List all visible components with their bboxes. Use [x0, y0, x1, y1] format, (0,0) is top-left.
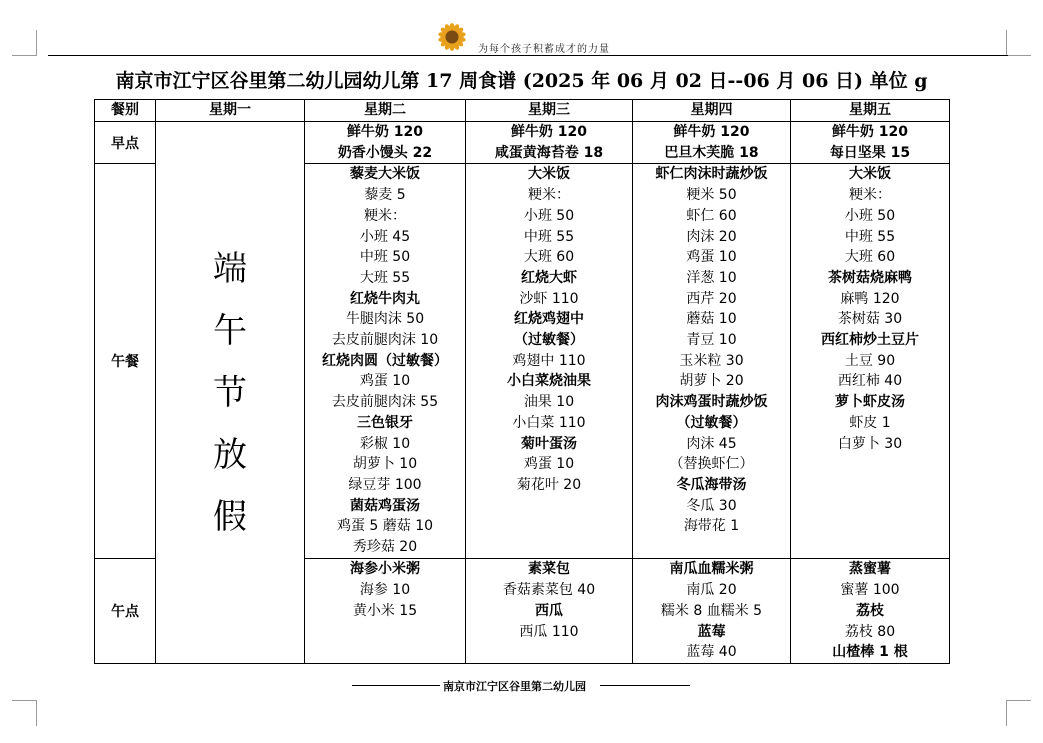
table-row-breakfast [95, 122, 950, 164]
menu-cell [791, 122, 950, 164]
ingredient-line: 蓝莓 40 [686, 644, 737, 661]
ingredient-line: 麻鸭 120 [840, 290, 900, 307]
row-label-afternoon-snack: 午点 [95, 559, 156, 664]
menu-cell [633, 164, 791, 559]
ingredient-line: 肉沫 20 [686, 228, 737, 245]
holiday-char: 午 [213, 310, 247, 351]
menu-table [94, 99, 950, 664]
header-thursday: 星期四 [633, 100, 791, 122]
dish-name: 巴旦木芙脆 18 [664, 144, 759, 161]
ingredient-line: 小班 50 [844, 207, 896, 224]
dish-name: 冬瓜海带汤 [676, 476, 747, 493]
dish-name: 肉沫鸡蛋时蔬炒饭 [655, 394, 768, 411]
ingredient-line: 蜜薯 100 [840, 582, 900, 599]
dish-name: 蓝莓 [697, 623, 726, 640]
ingredient-line: 白萝卜 30 [837, 435, 903, 452]
ingredient-line: 粳米 50 [686, 187, 737, 204]
dish-name: 红烧大虾 [521, 269, 577, 286]
dish-name: 南瓜血糯米粥 [669, 561, 754, 578]
footer-line-left [352, 685, 440, 686]
ingredient-line: 海参 10 [359, 582, 411, 599]
ingredient-line: 玉米粒 30 [679, 352, 744, 369]
ingredient-line: 大班 55 [359, 269, 411, 286]
dish-name: 大米饭 [528, 166, 570, 183]
crop-mark [12, 55, 36, 56]
menu-cell [305, 122, 466, 164]
dish-name: 藜麦大米饭 [350, 166, 420, 183]
dish-name: 红烧牛肉丸 [350, 290, 420, 307]
dish-name: 三色银牙 [357, 414, 413, 431]
dish-name: 海参小米粥 [350, 561, 420, 578]
dish-name: 红烧肉圆（过敏餐） [322, 352, 448, 369]
dish-name: 西瓜 [535, 602, 563, 619]
table-header-row [95, 100, 950, 122]
crop-mark [36, 30, 37, 56]
ingredient-line: 虾仁 60 [686, 207, 737, 224]
sunflower-logo-icon [438, 23, 466, 51]
ingredient-line: 冬瓜 30 [686, 497, 737, 514]
crop-mark [1006, 700, 1007, 726]
holiday-notice [156, 122, 305, 664]
row-label-breakfast: 早点 [95, 122, 156, 164]
ingredient-line: 虾皮 1 [849, 414, 891, 431]
dish-name: 咸蛋黄海苔卷 18 [494, 144, 604, 161]
menu-cell [466, 164, 633, 559]
ingredient-line: 南瓜 20 [686, 582, 737, 599]
ingredient-line: 荔枝 80 [844, 623, 896, 640]
ingredient-line: 鸡蛋 10 [686, 249, 737, 266]
ingredient-line: 西瓜 110 [519, 623, 579, 640]
menu-cell [633, 122, 791, 164]
dish-name: 茶树菇烧麻鸭 [828, 269, 912, 286]
page-title: 南京市江宁区谷里第二幼儿园幼儿第 17 周食谱 (2025 年 06 月 02 日--06 月 06 日) 单位 g [115, 70, 928, 92]
ingredient-line: 中班 50 [359, 249, 411, 266]
dish-name: 奶香小馒头 22 [337, 144, 433, 161]
ingredient-line: 糯米 8 血糯米 5 [660, 602, 763, 619]
dish-name: （过敏餐） [514, 332, 584, 349]
ingredient-line: 中班 55 [523, 228, 575, 245]
header-divider [48, 55, 1008, 56]
ingredient-line: 香菇素菜包 40 [502, 582, 596, 599]
crop-mark [36, 700, 37, 726]
menu-cell [466, 559, 633, 664]
header-tuesday: 星期二 [305, 100, 466, 122]
ingredient-line: 沙虾 110 [519, 290, 579, 307]
ingredient-line: 胡萝卜 10 [352, 456, 418, 473]
ingredient-line: 小白菜 110 [512, 414, 586, 431]
crop-mark [1006, 30, 1007, 56]
holiday-char: 节 [213, 372, 247, 413]
ingredient-line: 胡萝卜 20 [679, 373, 744, 390]
ingredient-line: 小班 50 [523, 207, 575, 224]
ingredient-line: 小班 45 [359, 228, 411, 245]
ingredient-line: 大班 60 [844, 249, 896, 266]
crop-mark [1007, 700, 1031, 701]
dish-name: 荔枝 [856, 602, 884, 619]
ingredient-line: 鸡蛋 10 [359, 373, 411, 390]
ingredient-line: 鸡蛋 5 蘑菇 10 [336, 518, 434, 535]
ingredient-line: 油果 10 [523, 394, 575, 411]
ingredient-line: 粳米： [849, 187, 891, 204]
menu-cell [791, 559, 950, 664]
ingredient-line: 去皮前腿肉沫 55 [331, 394, 439, 411]
ingredient-line: （替换虾仁） [669, 456, 754, 473]
ingredient-line: 菊花叶 20 [516, 476, 582, 493]
ingredient-line: 海带花 1 [683, 518, 740, 535]
menu-cell [791, 164, 950, 559]
ingredient-line: 鸡蛋 10 [523, 456, 575, 473]
ingredient-line: 牛腿肉沫 50 [345, 311, 425, 328]
footer-text: 南京市江宁区谷里第二幼儿园 [443, 680, 586, 693]
dish-name: 蒸蜜薯 [849, 561, 891, 578]
holiday-char: 端 [213, 248, 247, 289]
menu-cell [305, 164, 466, 559]
ingredient-line: 西芹 20 [686, 290, 737, 307]
holiday-char: 假 [213, 496, 247, 537]
ingredient-line: 土豆 90 [844, 352, 896, 369]
dish-name: 红烧鸡翅中 [514, 311, 584, 328]
ingredient-line: 绿豆芽 100 [348, 476, 422, 493]
ingredient-line: 青豆 10 [686, 332, 737, 349]
dish-name: 素菜包 [528, 561, 570, 578]
dish-name: 萝卜虾皮汤 [835, 394, 905, 411]
ingredient-line: 洋葱 10 [686, 269, 737, 286]
dish-name: 山楂棒 1 根 [832, 644, 908, 661]
dish-name: 鲜牛奶 120 [831, 124, 909, 140]
dish-name: 西红柿炒土豆片 [821, 332, 919, 349]
menu-cell [466, 122, 633, 164]
dish-name: 鲜牛奶 120 [346, 124, 424, 140]
header-friday: 星期五 [791, 100, 950, 122]
ingredient-line: 粳米： [364, 207, 406, 224]
row-label-lunch: 午餐 [95, 164, 156, 559]
header-meal-type: 餐别 [95, 100, 156, 122]
ingredient-line: 鸡翅中 110 [512, 352, 586, 369]
ingredient-line: 肉沫 45 [686, 435, 737, 452]
dish-name: 大米饭 [849, 166, 891, 183]
header-wednesday: 星期三 [466, 100, 633, 122]
footer-line-right [600, 685, 690, 686]
dish-name: 鲜牛奶 120 [510, 124, 588, 140]
ingredient-line: 大班 60 [523, 249, 575, 266]
holiday-char: 放 [213, 434, 247, 475]
ingredient-line: 去皮前腿肉沫 10 [331, 332, 439, 349]
menu-cell [633, 559, 791, 664]
dish-name: 菌菇鸡蛋汤 [350, 497, 420, 514]
header-slogan: 为每个孩子积蓄成才的力量 [478, 44, 610, 55]
ingredient-line: 粳米： [528, 187, 570, 204]
ingredient-line: 彩椒 10 [359, 435, 411, 452]
dish-name: 每日坚果 15 [829, 144, 911, 161]
crop-mark [12, 700, 36, 701]
ingredient-line: 藜麦 5 [364, 187, 406, 204]
dish-name: 小白菜烧油果 [507, 373, 591, 390]
crop-mark [1007, 55, 1031, 56]
dish-name: （过敏餐） [676, 414, 747, 431]
ingredient-line: 蘑菇 10 [686, 311, 737, 328]
ingredient-line: 西红柿 40 [837, 373, 903, 390]
ingredient-line: 秀珍菇 20 [352, 539, 418, 556]
dish-name: 虾仁肉沫时蔬炒饭 [655, 166, 768, 183]
menu-cell [305, 559, 466, 664]
ingredient-line: 茶树菇 30 [837, 311, 903, 328]
dish-name: 鲜牛奶 120 [673, 124, 750, 140]
ingredient-line: 中班 55 [844, 228, 896, 245]
header-monday: 星期一 [156, 100, 305, 122]
ingredient-line: 黄小米 15 [352, 602, 418, 619]
dish-name: 菊叶蛋汤 [521, 435, 577, 452]
